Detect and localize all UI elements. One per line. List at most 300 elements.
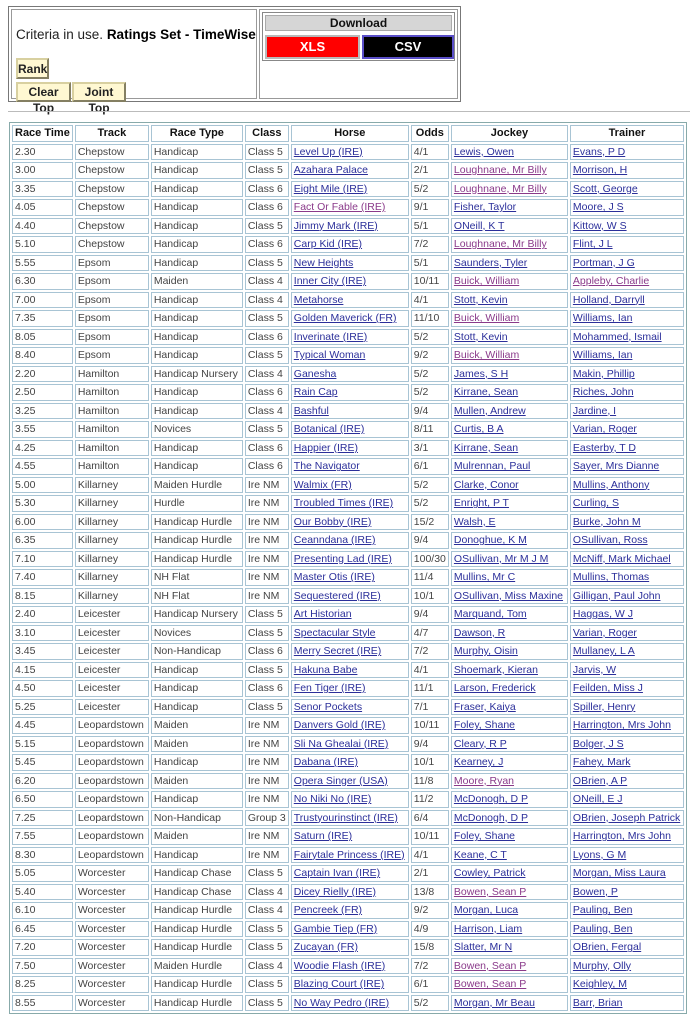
jockey-link[interactable]: Buick, William	[453, 349, 520, 362]
criteria-cell	[11, 9, 257, 115]
track-cell: Hamilton	[75, 440, 149, 457]
jockey-link[interactable]: Kirrane, Sean	[453, 441, 519, 454]
trainer-cell	[570, 884, 684, 901]
odds-cell: 7/2	[411, 236, 449, 253]
race-time-cell: 6.35	[12, 532, 73, 549]
trainer-link[interactable]: Harrington, Mrs John	[572, 830, 671, 843]
odds-cell: 10/11	[411, 717, 449, 734]
jockey-link[interactable]: Cowley, Patrick	[453, 867, 526, 880]
horse-link[interactable]: Zucayan (FR)	[293, 941, 358, 954]
class-cell: Group 3	[245, 810, 289, 827]
race-time-cell: 5.30	[12, 495, 73, 512]
horse-link[interactable]: Inner City (IRE)	[293, 275, 367, 288]
jockey-link[interactable]: Keane, C T	[453, 848, 507, 861]
track-cell: Epsom	[75, 292, 149, 309]
jockey-cell	[451, 366, 568, 383]
track-cell: Epsom	[75, 310, 149, 327]
jockey-link[interactable]: Walsh, E	[453, 515, 496, 528]
horse-cell	[291, 440, 409, 457]
jockey-cell	[451, 958, 568, 975]
jockey-link[interactable]: Enright, P T	[453, 497, 509, 510]
horse-link[interactable]: Inverinate (IRE)	[293, 330, 368, 343]
class-cell: Class 5	[245, 218, 289, 235]
track-cell: Worcester	[75, 939, 149, 956]
horse-link[interactable]: Fairytale Princess (IRE)	[293, 848, 405, 861]
header-horse[interactable]: Horse	[291, 125, 409, 142]
horse-link[interactable]: Opera Singer (USA)	[293, 774, 388, 787]
jockey-cell	[451, 717, 568, 734]
header-odds[interactable]: Odds	[411, 125, 449, 142]
table-row	[12, 366, 684, 383]
header-class[interactable]: Class	[245, 125, 289, 142]
horse-link[interactable]: Trustyourinstinct (IRE)	[293, 811, 398, 824]
horse-link[interactable]: Captain Ivan (IRE)	[293, 867, 381, 880]
class-cell: Class 5	[245, 421, 289, 438]
track-cell: Worcester	[75, 884, 149, 901]
jockey-cell	[451, 791, 568, 808]
jockey-link[interactable]: Saunders, Tyler	[453, 256, 528, 269]
horse-cell	[291, 754, 409, 771]
class-cell: Class 5	[245, 162, 289, 179]
horse-link[interactable]: Bashful	[293, 404, 329, 417]
horse-link[interactable]: Rain Cap	[293, 386, 338, 399]
trainer-cell	[570, 514, 684, 531]
trainer-cell	[570, 551, 684, 568]
race-type-cell: Handicap	[151, 218, 243, 235]
trainer-link[interactable]: Burke, John M	[572, 515, 641, 528]
trainer-link[interactable]: Morrison, H	[572, 164, 628, 177]
trainer-link[interactable]: Pauling, Ben	[572, 904, 633, 917]
trainer-link[interactable]: Portman, J G	[572, 256, 635, 269]
trainer-link[interactable]: ONeill, E J	[572, 793, 623, 806]
horse-cell	[291, 495, 409, 512]
trainer-link[interactable]: Sayer, Mrs Dianne	[572, 460, 660, 473]
trainer-link[interactable]: Lyons, G M	[572, 848, 627, 861]
trainer-link[interactable]: Riches, John	[572, 386, 634, 399]
jockey-link[interactable]: McDonogh, D P	[453, 811, 529, 824]
horse-link[interactable]: Saturn (IRE)	[293, 830, 353, 843]
horse-link[interactable]: Eight Mile (IRE)	[293, 182, 368, 195]
class-cell: Class 4	[245, 366, 289, 383]
track-cell: Worcester	[75, 921, 149, 938]
jockey-link[interactable]: Morgan, Mr Beau	[453, 996, 536, 1009]
jockey-link[interactable]: Kearney, J	[453, 756, 504, 769]
table-header-row	[12, 125, 684, 142]
race-time-cell: 4.15	[12, 662, 73, 679]
table-row	[12, 902, 684, 919]
odds-cell: 4/1	[411, 662, 449, 679]
trainer-link[interactable]: Pauling, Ben	[572, 922, 633, 935]
race-time-cell: 4.55	[12, 458, 73, 475]
odds-cell: 10/1	[411, 754, 449, 771]
jockey-link[interactable]: Stott, Kevin	[453, 330, 508, 343]
horse-cell	[291, 884, 409, 901]
race-type-cell: Handicap	[151, 236, 243, 253]
horse-cell	[291, 421, 409, 438]
trainer-link[interactable]: Holland, Darryll	[572, 293, 645, 306]
trainer-link[interactable]: Scott, George	[572, 182, 638, 195]
table-row	[12, 736, 684, 753]
jockey-cell	[451, 181, 568, 198]
track-cell: Leopardstown	[75, 754, 149, 771]
class-cell: Ire NM	[245, 551, 289, 568]
race-type-cell: Handicap Chase	[151, 884, 243, 901]
trainer-link[interactable]: Curling, S	[572, 497, 620, 510]
horse-link[interactable]: Gambie Tiep (FR)	[293, 922, 378, 935]
odds-cell: 9/2	[411, 902, 449, 919]
horse-link[interactable]: Art Historian	[293, 608, 352, 621]
table-row	[12, 995, 684, 1012]
race-time-cell: 8.25	[12, 976, 73, 993]
odds-cell: 6/1	[411, 458, 449, 475]
horse-link[interactable]: Troubled Times (IRE)	[293, 497, 394, 510]
jockey-link[interactable]: Clarke, Conor	[453, 478, 519, 491]
jockey-cell	[451, 440, 568, 457]
horse-cell	[291, 958, 409, 975]
trainer-link[interactable]: Feilden, Miss J	[572, 682, 643, 695]
jockey-link[interactable]: Loughnane, Mr Billy	[453, 164, 547, 177]
odds-cell: 5/2	[411, 329, 449, 346]
race-type-cell: Handicap	[151, 680, 243, 697]
horse-cell	[291, 736, 409, 753]
jockey-cell	[451, 347, 568, 364]
odds-cell: 5/2	[411, 477, 449, 494]
race-time-cell: 3.25	[12, 403, 73, 420]
table-row	[12, 884, 684, 901]
jockey-link[interactable]: OSullivan, Mr M J M	[453, 552, 549, 565]
trainer-link[interactable]: OBrien, Joseph Patrick	[572, 811, 681, 824]
horse-link[interactable]: Fact Or Fable (IRE)	[293, 201, 386, 214]
jockey-link[interactable]: Harrison, Liam	[453, 922, 523, 935]
trainer-link[interactable]: Bolger, J S	[572, 737, 624, 750]
odds-cell: 4/9	[411, 921, 449, 938]
class-cell: Ire NM	[245, 495, 289, 512]
jockey-cell	[451, 532, 568, 549]
race-type-cell: Handicap	[151, 144, 243, 161]
odds-cell: 8/11	[411, 421, 449, 438]
trainer-link[interactable]: Jarvis, W	[572, 663, 617, 676]
class-cell: Class 6	[245, 680, 289, 697]
jockey-cell	[451, 236, 568, 253]
trainer-link[interactable]: Williams, Ian	[572, 349, 633, 362]
jockey-link[interactable]: Bowen, Sean P	[453, 959, 527, 972]
class-cell: Ire NM	[245, 847, 289, 864]
track-cell: Worcester	[75, 865, 149, 882]
trainer-link[interactable]: Mohammed, Ismail	[572, 330, 662, 343]
horse-link[interactable]: No Niki No (IRE)	[293, 793, 372, 806]
trainer-link[interactable]: Mullins, Thomas	[572, 571, 650, 584]
horse-link[interactable]: Blazing Court (IRE)	[293, 978, 385, 991]
class-cell: Class 5	[245, 939, 289, 956]
trainer-link[interactable]: Gilligan, Paul John	[572, 589, 661, 602]
horse-link[interactable]: Botanical (IRE)	[293, 423, 365, 436]
track-cell: Hamilton	[75, 403, 149, 420]
horse-link[interactable]: Woodie Flash (IRE)	[293, 959, 386, 972]
race-type-cell: Handicap Hurdle	[151, 995, 243, 1012]
race-type-cell: Maiden Hurdle	[151, 477, 243, 494]
jockey-link[interactable]: Mullins, Mr C	[453, 571, 516, 584]
track-cell: Killarney	[75, 588, 149, 605]
horse-link[interactable]: Sli Na Ghealai (IRE)	[293, 737, 389, 750]
trainer-link[interactable]: Bowen, P	[572, 885, 618, 898]
jockey-link[interactable]: Loughnane, Mr Billy	[453, 238, 547, 251]
clear-top-button[interactable]: Clear Top	[16, 82, 71, 102]
horse-link[interactable]: Carp Kid (IRE)	[293, 238, 363, 251]
jockey-link[interactable]: Loughnane, Mr Billy	[453, 182, 547, 195]
odds-cell: 4/7	[411, 625, 449, 642]
csv-download-button[interactable]: CSV	[362, 35, 454, 59]
horse-cell	[291, 236, 409, 253]
race-type-cell: Handicap Hurdle	[151, 532, 243, 549]
joint-top-button[interactable]: Joint Top	[72, 82, 126, 102]
rank-button[interactable]: Rank	[16, 58, 49, 79]
horse-link[interactable]: Master Otis (IRE)	[293, 571, 375, 584]
race-time-cell: 6.10	[12, 902, 73, 919]
jockey-cell	[451, 162, 568, 179]
horse-link[interactable]: Spectacular Style	[293, 626, 376, 639]
jockey-link[interactable]: Stott, Kevin	[453, 293, 508, 306]
jockey-link[interactable]: Dawson, R	[453, 626, 506, 639]
trainer-link[interactable]: OBrien, A P	[572, 774, 628, 787]
download-box	[262, 12, 455, 61]
jockey-link[interactable]: Mullen, Andrew	[453, 404, 526, 417]
jockey-cell	[451, 458, 568, 475]
horse-cell	[291, 902, 409, 919]
race-time-cell: 4.25	[12, 440, 73, 457]
race-time-cell: 7.55	[12, 828, 73, 845]
horse-cell	[291, 162, 409, 179]
trainer-link[interactable]: Morgan, Miss Laura	[572, 867, 666, 880]
race-time-cell: 5.15	[12, 736, 73, 753]
jockey-cell	[451, 329, 568, 346]
jockey-cell	[451, 680, 568, 697]
jockey-link[interactable]: James, S H	[453, 367, 509, 380]
odds-cell: 3/1	[411, 440, 449, 457]
jockey-link[interactable]: Mulrennan, Paul	[453, 460, 531, 473]
trainer-cell	[570, 532, 684, 549]
horse-link[interactable]: Pencreek (FR)	[293, 904, 363, 917]
odds-cell: 9/4	[411, 532, 449, 549]
race-type-cell: Handicap	[151, 162, 243, 179]
jockey-link[interactable]: Fraser, Kaiya	[453, 700, 516, 713]
horse-link[interactable]: Our Bobby (IRE)	[293, 515, 372, 528]
track-cell: Leicester	[75, 699, 149, 716]
horse-link[interactable]: Golden Maverick (FR)	[293, 312, 397, 325]
trainer-link[interactable]: Easterby, T D	[572, 441, 636, 454]
trainer-link[interactable]: Varian, Roger	[572, 626, 637, 639]
jockey-link[interactable]: OSullivan, Miss Maxine	[453, 589, 564, 602]
class-cell: Class 4	[245, 273, 289, 290]
class-cell: Class 6	[245, 440, 289, 457]
horse-link[interactable]: Sequestered (IRE)	[293, 589, 381, 602]
horse-link[interactable]: Level Up (IRE)	[293, 145, 363, 158]
header-race-time[interactable]: Race Time	[12, 125, 73, 142]
jockey-link[interactable]: Slatter, Mr N	[453, 941, 513, 954]
jockey-link[interactable]: Lewis, Owen	[453, 145, 515, 158]
odds-cell: 100/30	[411, 551, 449, 568]
race-time-cell: 3.55	[12, 421, 73, 438]
jockey-link[interactable]: Marquand, Tom	[453, 608, 527, 621]
track-cell: Epsom	[75, 347, 149, 364]
trainer-link[interactable]: Williams, Ian	[572, 312, 633, 325]
horse-link[interactable]: Merry Secret (IRE)	[293, 645, 382, 658]
trainer-link[interactable]: Mullaney, L A	[572, 645, 635, 658]
trainer-cell	[570, 199, 684, 216]
jockey-link[interactable]: Bowen, Sean P	[453, 885, 527, 898]
race-time-cell: 2.40	[12, 606, 73, 623]
jockey-link[interactable]: Kirrane, Sean	[453, 386, 519, 399]
horse-link[interactable]: Presenting Lad (IRE)	[293, 552, 392, 565]
trainer-link[interactable]: Haggas, W J	[572, 608, 634, 621]
jockey-link[interactable]: Murphy, Oisin	[453, 645, 518, 658]
trainer-link[interactable]: Keighley, M	[572, 978, 627, 991]
jockey-link[interactable]: Donoghue, K M	[453, 534, 527, 547]
criteria-value: Ratings Set - TimeWise	[106, 27, 256, 42]
race-time-cell: 3.35	[12, 181, 73, 198]
race-time-cell: 7.40	[12, 569, 73, 586]
odds-cell: 7/1	[411, 699, 449, 716]
race-time-cell: 3.45	[12, 643, 73, 660]
table-row	[12, 440, 684, 457]
race-time-cell: 8.30	[12, 847, 73, 864]
trainer-link[interactable]: Fahey, Mark	[572, 756, 631, 769]
race-time-cell: 8.05	[12, 329, 73, 346]
jockey-link[interactable]: Shoemark, Kieran	[453, 663, 538, 676]
trainer-link[interactable]: Jardine, I	[572, 404, 617, 417]
horse-link[interactable]: Happier (IRE)	[293, 441, 358, 454]
trainer-link[interactable]: Makin, Phillip	[572, 367, 635, 380]
class-cell: Ire NM	[245, 717, 289, 734]
table-row	[12, 791, 684, 808]
horse-link[interactable]: Hakuna Babe	[293, 663, 358, 676]
header-track[interactable]: Track	[75, 125, 149, 142]
horse-link[interactable]: Azahara Palace	[293, 164, 368, 177]
trainer-cell	[570, 403, 684, 420]
table-row	[12, 495, 684, 512]
trainer-cell	[570, 255, 684, 272]
race-time-cell: 5.25	[12, 699, 73, 716]
class-cell: Class 5	[245, 606, 289, 623]
horse-link[interactable]: Walmix (FR)	[293, 478, 352, 491]
race-time-cell: 7.35	[12, 310, 73, 327]
table-row	[12, 865, 684, 882]
race-type-cell: NH Flat	[151, 569, 243, 586]
trainer-link[interactable]: OBrien, Fergal	[572, 941, 642, 954]
race-time-cell: 4.50	[12, 680, 73, 697]
horse-cell	[291, 643, 409, 660]
trainer-link[interactable]: Evans, P D	[572, 145, 626, 158]
header-trainer[interactable]: Trainer	[570, 125, 684, 142]
jockey-link[interactable]: Foley, Shane	[453, 719, 515, 732]
jockey-link[interactable]: McDonogh, D P	[453, 793, 529, 806]
horse-link[interactable]: Dabana (IRE)	[293, 756, 358, 769]
race-time-cell: 8.15	[12, 588, 73, 605]
race-type-cell: Handicap	[151, 403, 243, 420]
horse-link[interactable]: Ceanndana (IRE)	[293, 534, 376, 547]
trainer-cell	[570, 606, 684, 623]
horse-link[interactable]: New Heights	[293, 256, 354, 269]
trainer-link[interactable]: Flint, J L	[572, 238, 613, 251]
class-cell: Class 6	[245, 384, 289, 401]
table-row	[12, 569, 684, 586]
jockey-link[interactable]: Moore, Ryan	[453, 774, 515, 787]
jockey-link[interactable]: Buick, William	[453, 312, 520, 325]
trainer-link[interactable]: Harrington, Mrs John	[572, 719, 671, 732]
horse-cell	[291, 255, 409, 272]
horse-link[interactable]: No Way Pedro (IRE)	[293, 996, 390, 1009]
trainer-link[interactable]: Murphy, Olly	[572, 959, 632, 972]
trainer-link[interactable]: Kittow, W S	[572, 219, 627, 232]
race-time-cell: 6.30	[12, 273, 73, 290]
jockey-cell	[451, 551, 568, 568]
race-type-cell: NH Flat	[151, 588, 243, 605]
trainer-link[interactable]: Spiller, Henry	[572, 700, 636, 713]
race-time-cell: 2.30	[12, 144, 73, 161]
odds-cell: 9/4	[411, 403, 449, 420]
criteria-text	[16, 27, 256, 42]
race-type-cell: Handicap Hurdle	[151, 514, 243, 531]
trainer-cell	[570, 458, 684, 475]
odds-cell: 9/2	[411, 347, 449, 364]
class-cell: Class 5	[245, 255, 289, 272]
jockey-link[interactable]: Fisher, Taylor	[453, 201, 517, 214]
trainer-link[interactable]: Appleby, Charlie	[572, 275, 650, 288]
odds-cell: 4/1	[411, 144, 449, 161]
race-type-cell: Non-Handicap	[151, 810, 243, 827]
jockey-link[interactable]: Curtis, B A	[453, 423, 504, 436]
horse-link[interactable]: Metahorse	[293, 293, 344, 306]
jockey-link[interactable]: Cleary, R P	[453, 737, 507, 750]
jockey-cell	[451, 662, 568, 679]
trainer-link[interactable]: McNiff, Mark Michael	[572, 552, 671, 565]
track-cell: Killarney	[75, 532, 149, 549]
horse-link[interactable]: The Navigator	[293, 460, 360, 473]
race-type-cell: Handicap Nursery	[151, 606, 243, 623]
trainer-link[interactable]: Varian, Roger	[572, 423, 637, 436]
horse-link[interactable]: Fen Tiger (IRE)	[293, 682, 366, 695]
race-type-cell: Handicap	[151, 440, 243, 457]
horse-link[interactable]: Dicey Rielly (IRE)	[293, 885, 377, 898]
jockey-link[interactable]: ONeill, K T	[453, 219, 505, 232]
horse-link[interactable]: Danvers Gold (IRE)	[293, 719, 386, 732]
xls-download-button[interactable]: XLS	[265, 35, 360, 59]
trainer-link[interactable]: OSullivan, Ross	[572, 534, 648, 547]
horse-link[interactable]: Senor Pockets	[293, 700, 363, 713]
jockey-cell	[451, 273, 568, 290]
jockey-link[interactable]: Foley, Shane	[453, 830, 515, 843]
trainer-link[interactable]: Moore, J S	[572, 201, 624, 214]
horse-link[interactable]: Jimmy Mark (IRE)	[293, 219, 378, 232]
jockey-cell	[451, 736, 568, 753]
class-cell: Ire NM	[245, 791, 289, 808]
trainer-link[interactable]: Barr, Brian	[572, 996, 623, 1009]
jockey-link[interactable]: Bowen, Sean P	[453, 978, 527, 991]
horse-link[interactable]: Typical Woman	[293, 349, 366, 362]
table-row	[12, 810, 684, 827]
header-jockey[interactable]: Jockey	[451, 125, 568, 142]
race-type-cell: Handicap	[151, 255, 243, 272]
jockey-link[interactable]: Larson, Frederick	[453, 682, 536, 695]
horse-link[interactable]: Ganesha	[293, 367, 337, 380]
trainer-link[interactable]: Mullins, Anthony	[572, 478, 650, 491]
jockey-link[interactable]: Buick, William	[453, 275, 520, 288]
header-race-type[interactable]: Race Type	[151, 125, 243, 142]
horse-cell	[291, 329, 409, 346]
class-cell: Class 5	[245, 995, 289, 1012]
jockey-link[interactable]: Morgan, Luca	[453, 904, 519, 917]
trainer-cell	[570, 292, 684, 309]
odds-cell: 2/1	[411, 162, 449, 179]
